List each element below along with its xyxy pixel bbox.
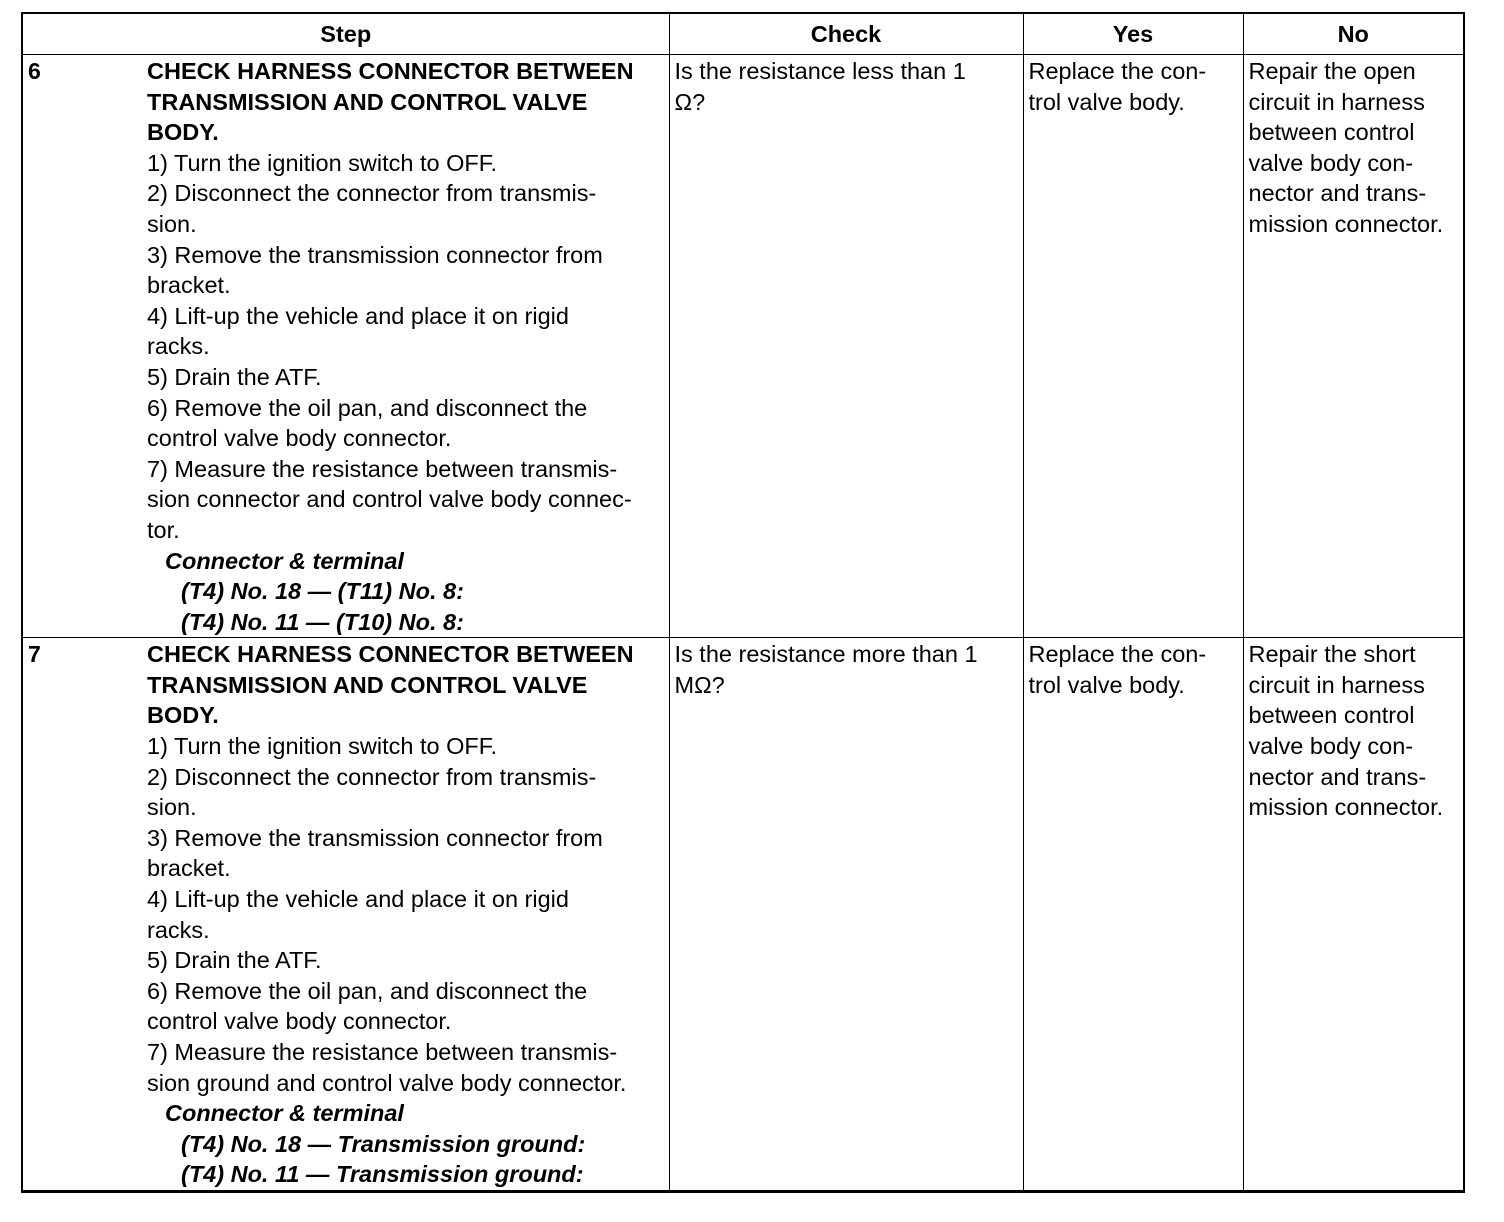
table-row xyxy=(23,55,1463,638)
instruction-line: 3) Remove the transmission connector from xyxy=(147,241,603,268)
check-cell xyxy=(669,638,1023,1190)
connector-item: (T4) No. 18 — Transmission ground: xyxy=(181,1130,586,1157)
instruction-line: control valve body connector. xyxy=(147,425,452,452)
no-line: Repair the open xyxy=(1248,58,1416,84)
step-cell xyxy=(23,638,669,1190)
header-row xyxy=(23,14,1463,55)
instruction-line: control valve body connector. xyxy=(147,1008,452,1035)
no-line: circuit in harness xyxy=(1248,88,1425,115)
header-step: Step xyxy=(23,14,669,55)
no-cell xyxy=(1243,55,1463,638)
step-title-line: BODY. xyxy=(147,119,219,146)
instruction-line: 2) Disconnect the connector from transmis- xyxy=(147,180,597,207)
instruction-line: 6) Remove the oil pan, and disconnect the xyxy=(147,977,588,1004)
instruction-line: 3) Remove the transmission connector from xyxy=(147,824,603,851)
no-line: between control xyxy=(1248,702,1415,729)
check-cell xyxy=(669,55,1023,638)
instruction-line: sion. xyxy=(147,210,197,237)
instruction-line: sion ground and control valve body connector. xyxy=(147,1069,627,1096)
yes-cell xyxy=(1023,638,1243,1190)
no-line: between control xyxy=(1248,119,1415,146)
diagnostic-table xyxy=(21,12,1465,1193)
instruction-line: bracket. xyxy=(147,272,231,299)
instruction-line: 5) Drain the ATF. xyxy=(147,363,322,390)
no-line: mission connector. xyxy=(1248,794,1444,821)
step-title-line: TRANSMISSION AND CONTROL VALVE xyxy=(147,88,588,115)
step-title-line: TRANSMISSION AND CONTROL VALVE xyxy=(147,671,588,698)
connector-item: (T4) No. 11 — (T10) No. 8: xyxy=(181,608,464,635)
instruction-line: racks. xyxy=(147,333,210,360)
instruction-line: 4) Lift-up the vehicle and place it on rigid xyxy=(147,302,569,329)
table-body xyxy=(23,55,1463,1190)
step-title-line: CHECK HARNESS CONNECTOR BETWEEN xyxy=(147,58,634,84)
no-line: valve body con- xyxy=(1248,733,1414,760)
yes-line: Replace the con- xyxy=(1028,641,1207,668)
header-check: Check xyxy=(669,14,1023,55)
instruction-line: 1) Turn the ignition switch to OFF. xyxy=(147,149,498,176)
instruction-line: 7) Measure the resistance between transmis- xyxy=(147,455,618,482)
yes-line: trol valve body. xyxy=(1028,671,1185,698)
no-line: valve body con- xyxy=(1248,149,1414,176)
check-line: MΩ? xyxy=(674,671,725,698)
connector-title: Connector & terminal xyxy=(165,1100,404,1127)
connector-title: Connector & terminal xyxy=(165,547,404,574)
instruction-line: 6) Remove the oil pan, and disconnect the xyxy=(147,394,588,421)
step-cell xyxy=(23,55,669,638)
instruction-line: 5) Drain the ATF. xyxy=(147,947,322,974)
instruction-line: 7) Measure the resistance between transmis- xyxy=(147,1039,618,1065)
connector-item: (T4) No. 18 — (T11) No. 8: xyxy=(181,578,464,605)
yes-cell xyxy=(1023,55,1243,638)
instruction-line: sion connector and control valve body connec- xyxy=(147,486,632,513)
step-title-line: BODY. xyxy=(147,702,219,729)
check-line: Is the resistance more than 1 xyxy=(674,641,978,668)
yes-line: trol valve body. xyxy=(1028,88,1185,115)
instruction-line: bracket. xyxy=(147,855,231,882)
instruction-line: 4) Lift-up the vehicle and place it on rigid xyxy=(147,886,569,913)
step-number: 7 xyxy=(28,641,41,668)
no-line: Repair the short xyxy=(1248,641,1416,668)
instruction-line: tor. xyxy=(147,516,180,543)
yes-line: Replace the con- xyxy=(1028,58,1207,84)
no-line: nector and trans- xyxy=(1248,763,1427,790)
step-title-line: CHECK HARNESS CONNECTOR BETWEEN xyxy=(147,641,634,668)
instruction-line: 1) Turn the ignition switch to OFF. xyxy=(147,733,498,760)
no-cell xyxy=(1243,638,1463,1190)
step-number: 6 xyxy=(28,58,41,84)
table-row xyxy=(23,638,1463,1190)
header-no: No xyxy=(1243,14,1463,55)
no-line: circuit in harness xyxy=(1248,671,1425,698)
connector-item: (T4) No. 11 — Transmission ground: xyxy=(181,1161,584,1188)
header-yes: Yes xyxy=(1023,14,1243,55)
check-line: Is the resistance less than 1 xyxy=(674,58,966,84)
instruction-line: sion. xyxy=(147,794,197,821)
diagnostic-table-grid xyxy=(23,14,1463,1190)
instruction-line: racks. xyxy=(147,916,210,943)
check-line: Ω? xyxy=(674,88,706,115)
instruction-line: 2) Disconnect the connector from transmis- xyxy=(147,763,597,790)
no-line: nector and trans- xyxy=(1248,180,1427,207)
no-line: mission connector. xyxy=(1248,210,1444,237)
